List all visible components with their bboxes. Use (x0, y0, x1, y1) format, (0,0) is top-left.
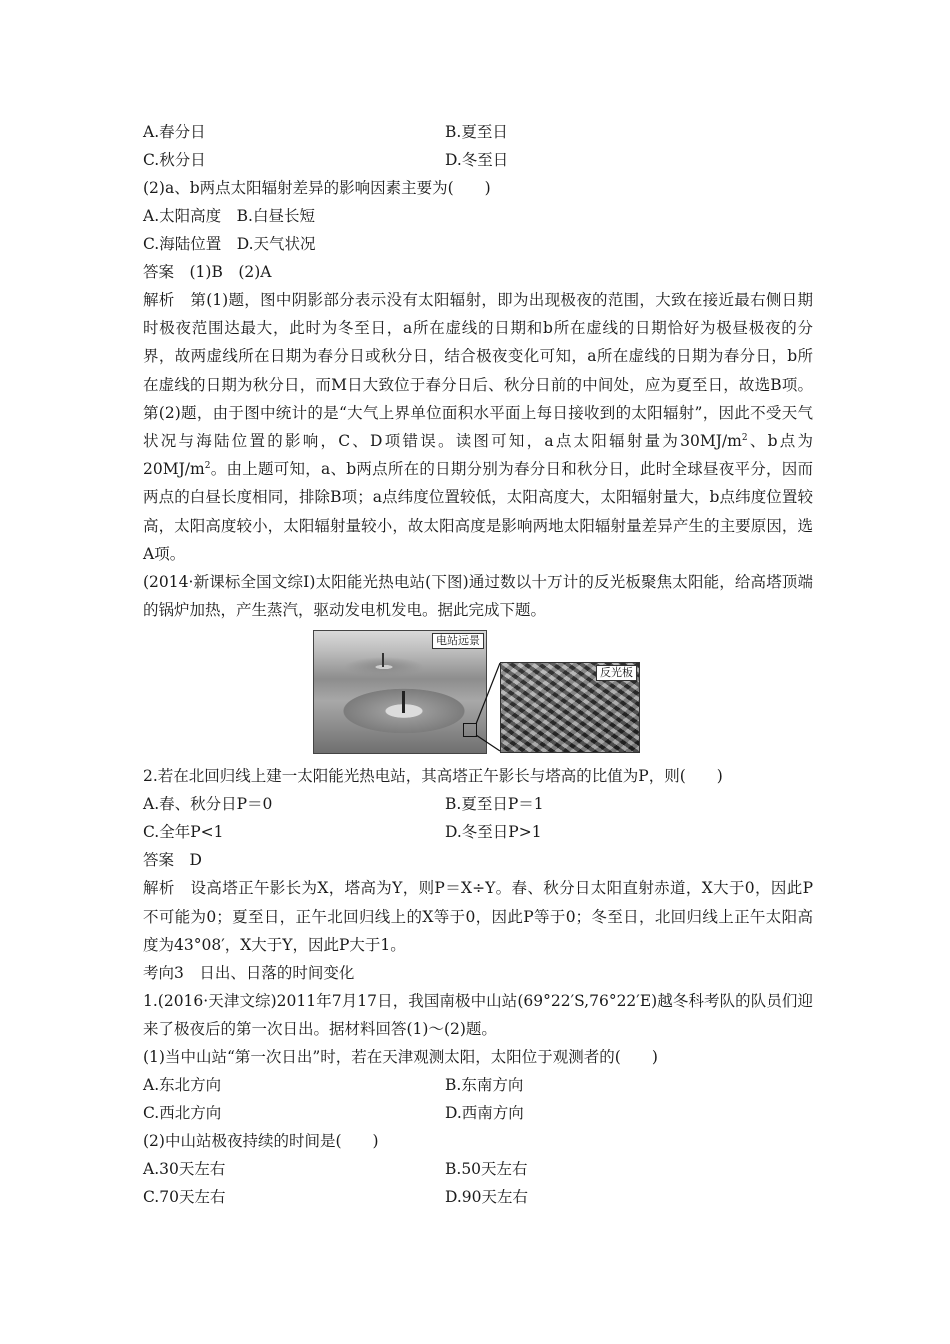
answer: 答案 D (143, 851, 202, 870)
options-row (143, 1183, 813, 1211)
question-stem: (2)a、b两点太阳辐射差异的影响因素主要为( ) (143, 179, 491, 197)
figure-label-inset: 反光板 (596, 665, 637, 681)
document-page (143, 118, 813, 1211)
options-row (143, 118, 813, 146)
option-b: B.50天左右 (445, 1160, 528, 1179)
answer: 答案 (1)B (2)A (143, 263, 272, 281)
options-line: C.海陆位置 D.天气状况 (143, 235, 316, 253)
analysis-text: 。由上题可知，a、b两点所在的日期分别为春分日和秋分日，此时全球昼夜平分，因而两点的白昼长度相同，排除B项；a点纬度位置较低，太阳高度大，太阳辐射量大，b点纬度位置较高，太阳高度较小，太阳辐射量较小，故太阳高度是影响两地太阳辐射量差异产生的主要原因，选A项。 (143, 460, 813, 563)
question-stem: 1.(2016·天津文综)2011年7月17日，我国南极中山站(69°22′S,76°22′E)越冬科考队的队员们迎来了极夜后的第一次日出。据材料回答(1)～(2)题。 (143, 992, 813, 1039)
options-line: A.太阳高度 B.白昼长短 (143, 207, 315, 225)
intro-paragraph: (2014·新课标全国文综Ⅰ)太阳能光热电站(下图)通过数以十万计的反光板聚焦太阳能，给高塔顶端的锅炉加热，产生蒸汽，驱动发电机发电。据此完成下题。 (143, 573, 813, 620)
reflector-closeup-photo (500, 662, 640, 753)
analysis-text: 解析 第(1)题，图中阴影部分表示没有太阳辐射，即为出现极夜的范围，大致在接近最右侧日期时极夜范围达最大，此时为冬至日，a所在虚线的日期和b所在虚线的日期恰好为极昼极夜的分界，故两虚线所在日期为春分日或秋分日，结合极夜变化可知，a所在虚线的日期为春分日，b所在虚线的日期为秋分日，而M日大致位于春分日后、秋分日前的中间处，应为夏至日，故选B项。第(2)题，由于图中统计的是“大气上界单位面积水平面上每日接收到的太阳辐射”，因此不受天气状况与海陆位置的影响，C、D项错误。读图可知，a点太阳辐射量为30MJ/m (143, 291, 813, 451)
analysis-paragraph (143, 286, 813, 568)
option-b: B.夏至日P＝1 (445, 795, 544, 814)
zoom-connector-lines (143, 628, 813, 756)
section-heading: 考向3 日出、日落的时间变化 (143, 964, 355, 983)
option-a: A.春分日 (143, 123, 206, 141)
options-row (143, 1155, 813, 1183)
superscript: 2 (204, 461, 211, 472)
option-a: A.30天左右 (143, 1160, 226, 1179)
power-station-figure (143, 628, 813, 756)
option-c: C.西北方向 (143, 1104, 222, 1123)
option-d: D.90天左右 (445, 1188, 529, 1207)
option-c: C.秋分日 (143, 151, 206, 169)
options-row (143, 790, 813, 818)
option-d: D.西南方向 (445, 1104, 524, 1123)
option-d: D.冬至日P>1 (445, 823, 542, 842)
superscript: 2 (741, 432, 748, 443)
option-a: A.春、秋分日P＝0 (143, 795, 273, 814)
sub-question: (2)中山站极夜持续的时间是( ) (143, 1132, 379, 1151)
option-c: C.70天左右 (143, 1188, 226, 1207)
options-row (143, 1071, 813, 1099)
analysis-text: 、b点为20MJ/m (143, 432, 813, 479)
option-d: D.冬至日 (445, 151, 509, 169)
options-row (143, 818, 813, 846)
option-b: B.夏至日 (445, 123, 508, 141)
sub-question: (1)当中山站“第一次日出”时，若在天津观测太阳，太阳位于观测者的( ) (143, 1048, 658, 1067)
analysis-paragraph: 解析 设高塔正午影长为X，塔高为Y，则P＝X÷Y。春、秋分日太阳直射赤道，X大于0，因此P不可能为0；夏至日，正午北回归线上的X等于0，因此P等于0；冬至日，北回归线上正午太阳高度为43°08′，X大于Y，因此P大于1。 (143, 879, 813, 954)
figure-label-main: 电站远景 (432, 633, 484, 649)
options-row (143, 1099, 813, 1127)
option-a: A.东北方向 (143, 1076, 222, 1095)
options-row (143, 146, 813, 174)
option-c: C.全年P<1 (143, 823, 224, 842)
question-stem: 2.若在北回归线上建一太阳能光热电站，其高塔正午影长与塔高的比值为P，则( ) (143, 767, 723, 786)
option-b: B.东南方向 (445, 1076, 524, 1095)
